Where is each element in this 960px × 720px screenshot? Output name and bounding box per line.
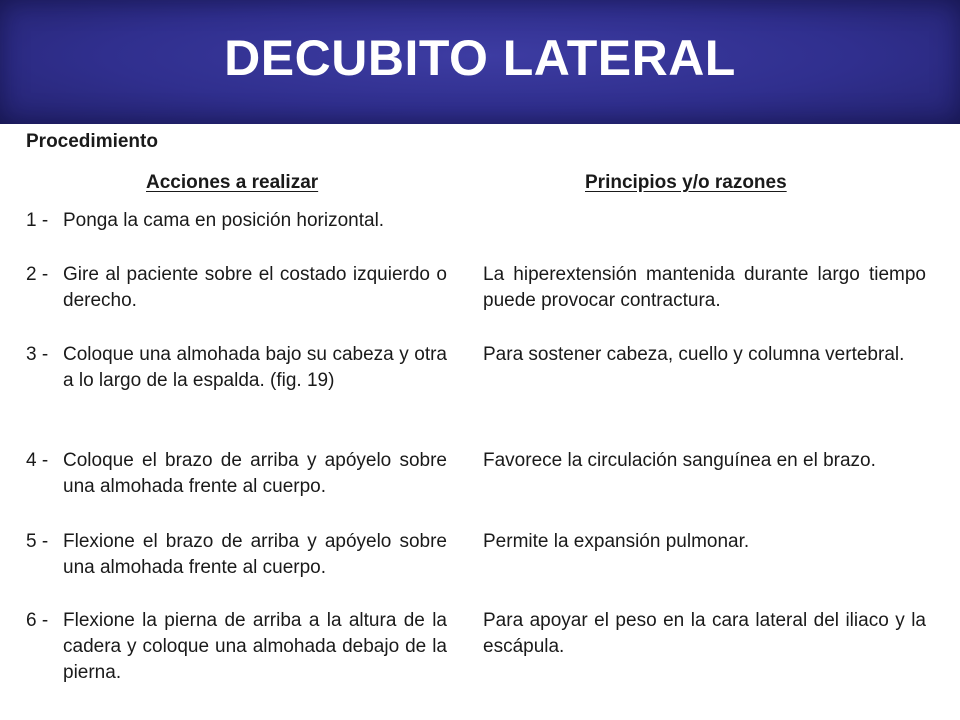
step-action: Flexione el brazo de arriba y apóyelo sobre una almohada frente al cuerpo. [63, 531, 447, 578]
step-number: 1 - [26, 210, 49, 231]
step-reason: Para sostener cabeza, cuello y columna vertebral. [483, 344, 905, 365]
step-reason: Para apoyar el peso en la cara lateral del iliaco y la escápula. [483, 610, 926, 657]
actions-column-header: Acciones a realizar [146, 172, 319, 193]
step-action: Ponga la cama en posición horizontal. [63, 210, 385, 231]
step-action: Coloque el brazo de arriba y apóyelo sobre una almohada frente al cuerpo. [63, 450, 447, 497]
step-action: Coloque una almohada bajo su cabeza y otra a lo largo de la espalda. (fig. 19) [63, 344, 447, 391]
step-reason: La hiperextensión mantenida durante largo tiempo puede provocar contractura. [483, 264, 926, 311]
step-number: 2 - [26, 264, 49, 285]
step-number: 5 - [26, 531, 49, 552]
section-title: Procedimiento [26, 131, 158, 152]
reasons-column-header: Principios y/o razones [585, 172, 787, 193]
step-number: 3 - [26, 344, 49, 365]
step-action: Gire al paciente sobre el costado izquierdo o derecho. [63, 264, 447, 311]
title-banner [0, 0, 960, 124]
step-reason: Permite la expansión pulmonar. [483, 531, 750, 552]
step-number: 6 - [26, 610, 49, 631]
slide-title: DECUBITO LATERAL [224, 30, 736, 86]
step-number: 4 - [26, 450, 49, 471]
step-action: Flexione la pierna de arriba a la altura de la cadera y coloque una almohada debajo de la pierna. [63, 610, 447, 683]
step-reason: Favorece la circulación sanguínea en el brazo. [483, 450, 876, 471]
